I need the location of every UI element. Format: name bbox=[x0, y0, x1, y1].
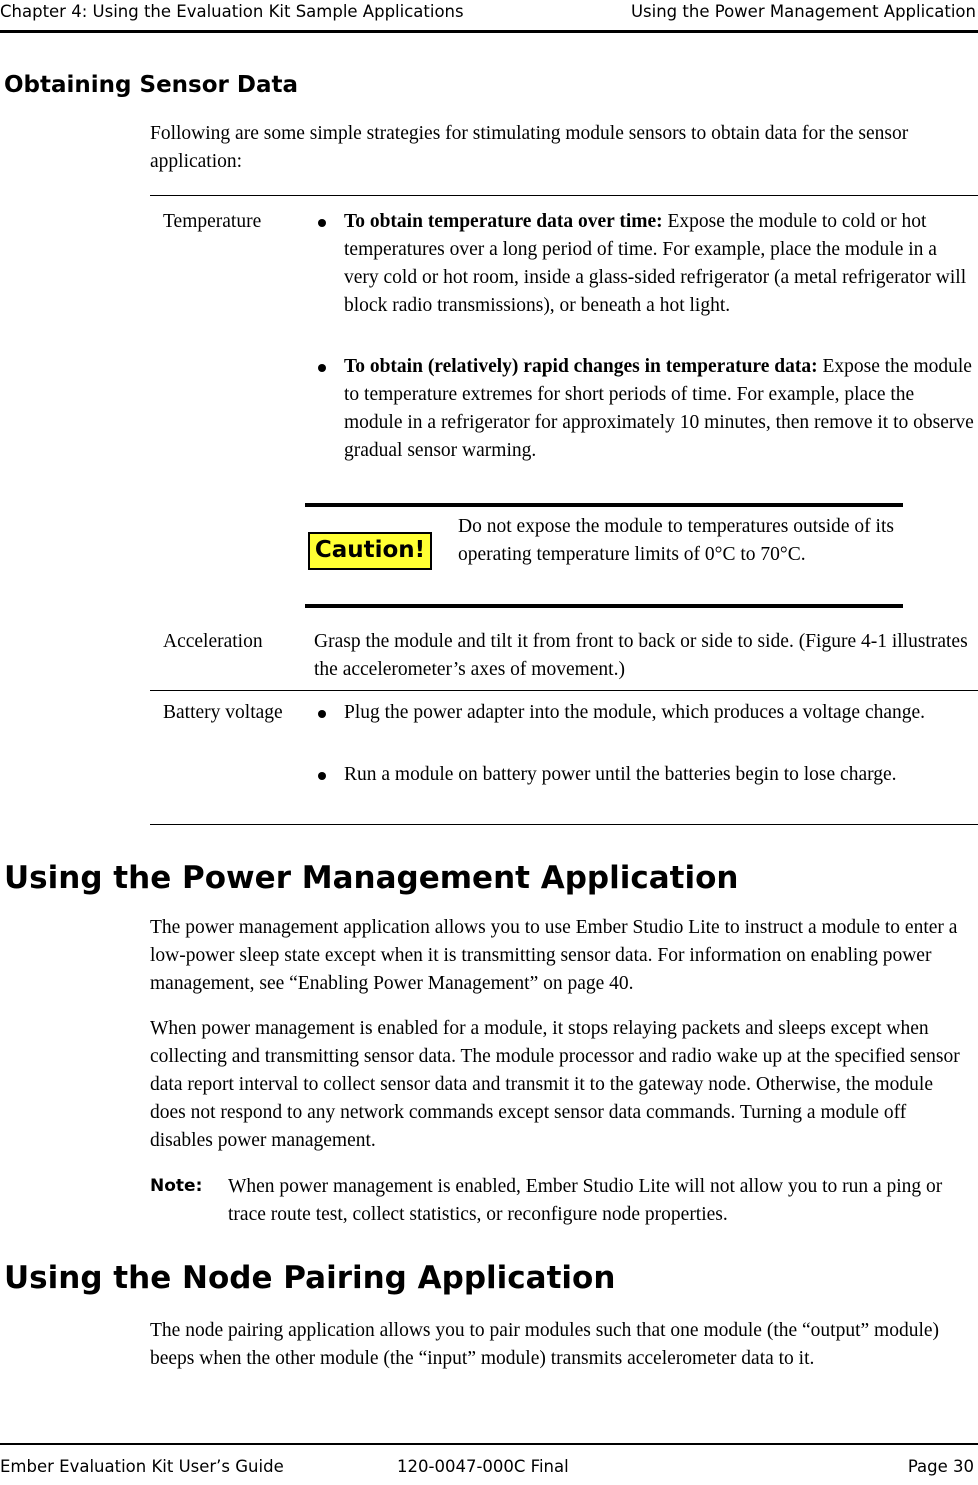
row-label-temperature: Temperature bbox=[163, 211, 262, 232]
row-label-battery: Battery voltage bbox=[163, 702, 283, 723]
note-text: When power management is enabled, Ember Studio Lite will not allow you to run a ping or trace route test, collect statistics, or reconfigure node properties. bbox=[228, 1176, 943, 1225]
bullet-icon bbox=[318, 219, 326, 227]
pairing-heading: Using the Node Pairing Application bbox=[4, 1260, 616, 1296]
battery-bullet-2: Run a module on battery power until the batteries begin to lose charge. bbox=[344, 764, 897, 785]
caution-rule-bottom bbox=[305, 604, 903, 608]
caution-badge: Caution! bbox=[308, 532, 432, 570]
sensor-intro: Following are some simple strategies for stimulating module sensors to obtain data for the sensor application: bbox=[150, 123, 909, 172]
bullet-icon bbox=[318, 710, 326, 718]
footer-page-number: Page 30 bbox=[907, 1457, 974, 1476]
pairing-paragraph: The node pairing application allows you to pair modules such that one module (the “output” module) beeps when the other module (the “input” module) transmits accelerometer data to it. bbox=[150, 1320, 940, 1369]
power-paragraph-1: The power management application allows you to use Ember Studio Lite to instruct a module to enter a low-power sleep state except when it is transmitting sensor data. For information on enabling power management, see “Enabling Power Management” on page 40. bbox=[150, 917, 958, 994]
table-rule bbox=[150, 690, 978, 691]
header-section: Using the Power Management Application bbox=[630, 2, 976, 21]
battery-bullet-1: Plug the power adapter into the module, which produces a voltage change. bbox=[344, 702, 926, 723]
temp-bullet-1-text: Expose the module to cold or hot temperatures over a long period of time. For example, place the module in a very cold or hot room, inside a glass-sided refrigerator (a metal refrigerator will block radio transmissions), or beneath a hot light. bbox=[344, 211, 967, 316]
temp-bullet-1 bbox=[344, 208, 976, 320]
bullet-icon bbox=[318, 364, 326, 372]
table-rule-top bbox=[150, 195, 978, 196]
header-chapter: Chapter 4: Using the Evaluation Kit Sample Applications bbox=[0, 2, 464, 21]
acceleration-text: Grasp the module and tilt it from front to back or side to side. (Figure 4-1 illustrates the accelerometer’s axes of movement.) bbox=[314, 631, 968, 680]
caution-text: Do not expose the module to temperatures outside of its operating temperature limits of 0°C to 70°C. bbox=[458, 516, 894, 565]
caution-rule-top bbox=[305, 503, 903, 507]
footer-guide-title: Ember Evaluation Kit User’s Guide bbox=[0, 1457, 284, 1476]
temp-bullet-2-lead: To obtain (relatively) rapid changes in temperature data: bbox=[344, 356, 818, 377]
temp-bullet-1-lead: To obtain temperature data over time: bbox=[344, 211, 663, 232]
note-label: Note: bbox=[150, 1176, 203, 1196]
power-paragraph-2: When power management is enabled for a module, it stops relaying packets and sleeps except when collecting and transmitting sensor data. The module processor and radio wake up at the specified sensor data report interval to collect sensor data and transmit it to the gateway node. Otherwise, the module does not respond to any network commands except sensor data commands. Turning a module off disables power management. bbox=[150, 1018, 960, 1151]
page-footer bbox=[0, 1443, 978, 1485]
power-heading: Using the Power Management Application bbox=[4, 860, 739, 896]
table-rule-bottom bbox=[150, 824, 978, 825]
footer-doc-number: 120-0047-000C Final bbox=[397, 1457, 569, 1476]
row-label-acceleration: Acceleration bbox=[163, 631, 263, 652]
sensor-heading: Obtaining Sensor Data bbox=[4, 72, 299, 98]
bullet-icon bbox=[318, 772, 326, 780]
page-header bbox=[0, 0, 978, 33]
temp-bullet-2 bbox=[344, 353, 976, 465]
temp-bullet-2-text: Expose the module to temperature extremes for short periods of time. For example, place the module in a refrigerator for approximately 10 minutes, then remove it to observe gradual sensor warming. bbox=[344, 356, 974, 461]
